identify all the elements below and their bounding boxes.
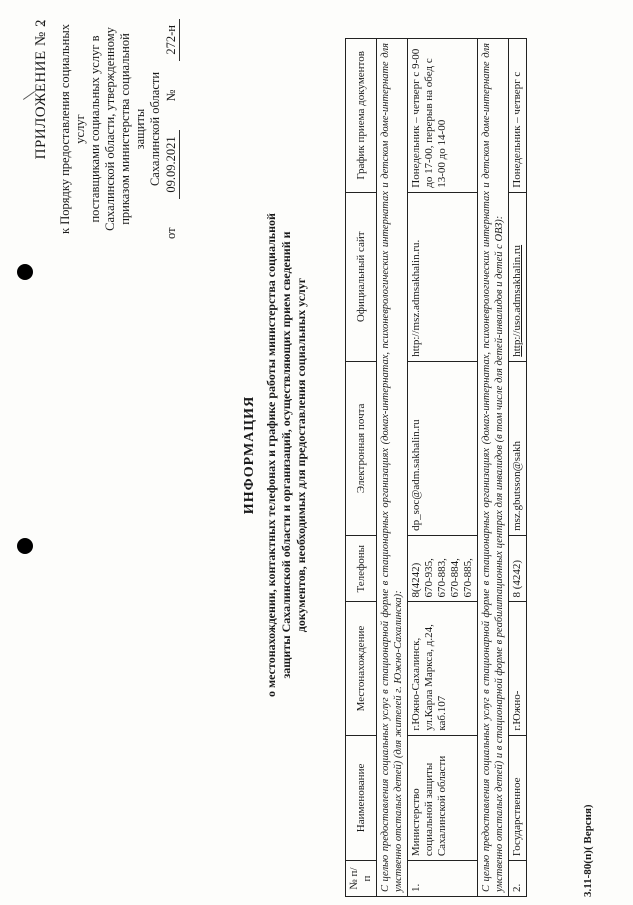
appendix-title: ПРИЛОЖЕНИЕ № 2 — [33, 19, 49, 160]
document-title: ИНФОРМАЦИЯ — [242, 395, 257, 515]
section-heading: С целью предоставления социальных услуг в стационарной форме в стационарных организациях (домах-интернатах, психоневрологических интернатах и детском доме-интернате для умственно отсталых детей) (для жителей г. Южно-Сахалинска): — [377, 39, 408, 897]
row-number: 1. — [408, 861, 478, 897]
appendix-line: приказом министерства социальной защиты — [118, 33, 147, 225]
column-header: Местонахождение — [346, 602, 377, 735]
org-name: Государственное — [509, 735, 527, 860]
document-heading — [242, 155, 309, 755]
table-row — [408, 39, 478, 897]
org-name: Министерство социальной защиты Сахалинской области — [408, 735, 478, 860]
section-row — [377, 39, 408, 897]
subtitle-line: о местонахождении, контактных телефонах и графике работы министерства социальной — [264, 213, 278, 697]
appendix-text — [58, 19, 163, 239]
org-schedule: Понедельник – четверг с — [509, 39, 527, 193]
org-site: http://msz.admsakhalin.ru. — [408, 192, 478, 361]
appendix-line: к Порядку предоставления социальных услуг — [58, 24, 87, 234]
subtitle-line: документов, необходимых для предоставления социальных услуг — [294, 277, 308, 633]
column-header: Официальный сайт — [346, 192, 377, 361]
org-phones: 8(4242) 670-935, 670-883, 670-884, 670-885, — [408, 535, 478, 602]
order-date: 09.09.2021 — [164, 130, 180, 198]
appendix-line: Сахалинской области — [148, 71, 162, 187]
column-header: Наименование — [346, 735, 377, 860]
section-row — [478, 39, 509, 897]
org-address: г.Южно- — [509, 602, 527, 735]
table-header-row — [346, 39, 377, 897]
subtitle-line: защиты Сахалинской области и организаций, осуществляющих прием сведений и — [279, 231, 293, 679]
number-prefix: № — [164, 89, 178, 102]
column-header: График приема документов — [346, 39, 377, 193]
org-email: msz.gbutsson@sakh — [509, 361, 527, 535]
column-header: Телефоны — [346, 535, 377, 602]
appendix-line: поставщиками социальных услуг в — [88, 35, 102, 223]
date-prefix: от — [164, 227, 178, 239]
org-site: http://uso.admsakhalin.ru — [509, 192, 527, 361]
order-date-line — [164, 19, 180, 239]
table-row — [509, 39, 527, 897]
section-heading: С целью предоставления социальных услуг в стационарной форме в стационарных организациях (домах-интернатах, психоневрологических интернатах и детском доме-интернате для умственно отсталых детей) и в стационарной форме в реабилитационных центрах для инвалидов (в том числе для детей-инвалидов и детей с ОВЗ): — [478, 39, 509, 897]
column-header: Электронная почта — [346, 361, 377, 535]
appendix-block — [33, 19, 180, 239]
document-subtitle — [264, 155, 309, 755]
appendix-line: Сахалинской области, утвержденному — [103, 27, 117, 231]
org-schedule: Понедельник – четверг с 9-00 до 17-00, перерыв на обед с 13-00 до 14-00 — [408, 39, 478, 193]
org-email: dp_soc@adm.sakhalin.ru — [408, 361, 478, 535]
column-header: № п/п — [346, 861, 377, 897]
contacts-table — [345, 38, 527, 897]
document-footer: 3.11-80(п)( Версия) — [582, 804, 594, 897]
org-address: г.Южно-Сахалинск, ул.Карла Маркса, д.24, каб.107 — [408, 602, 478, 735]
org-phones: 8 (4242) — [509, 535, 527, 602]
row-number: 2. — [509, 861, 527, 897]
order-number: 272-н — [164, 19, 180, 61]
